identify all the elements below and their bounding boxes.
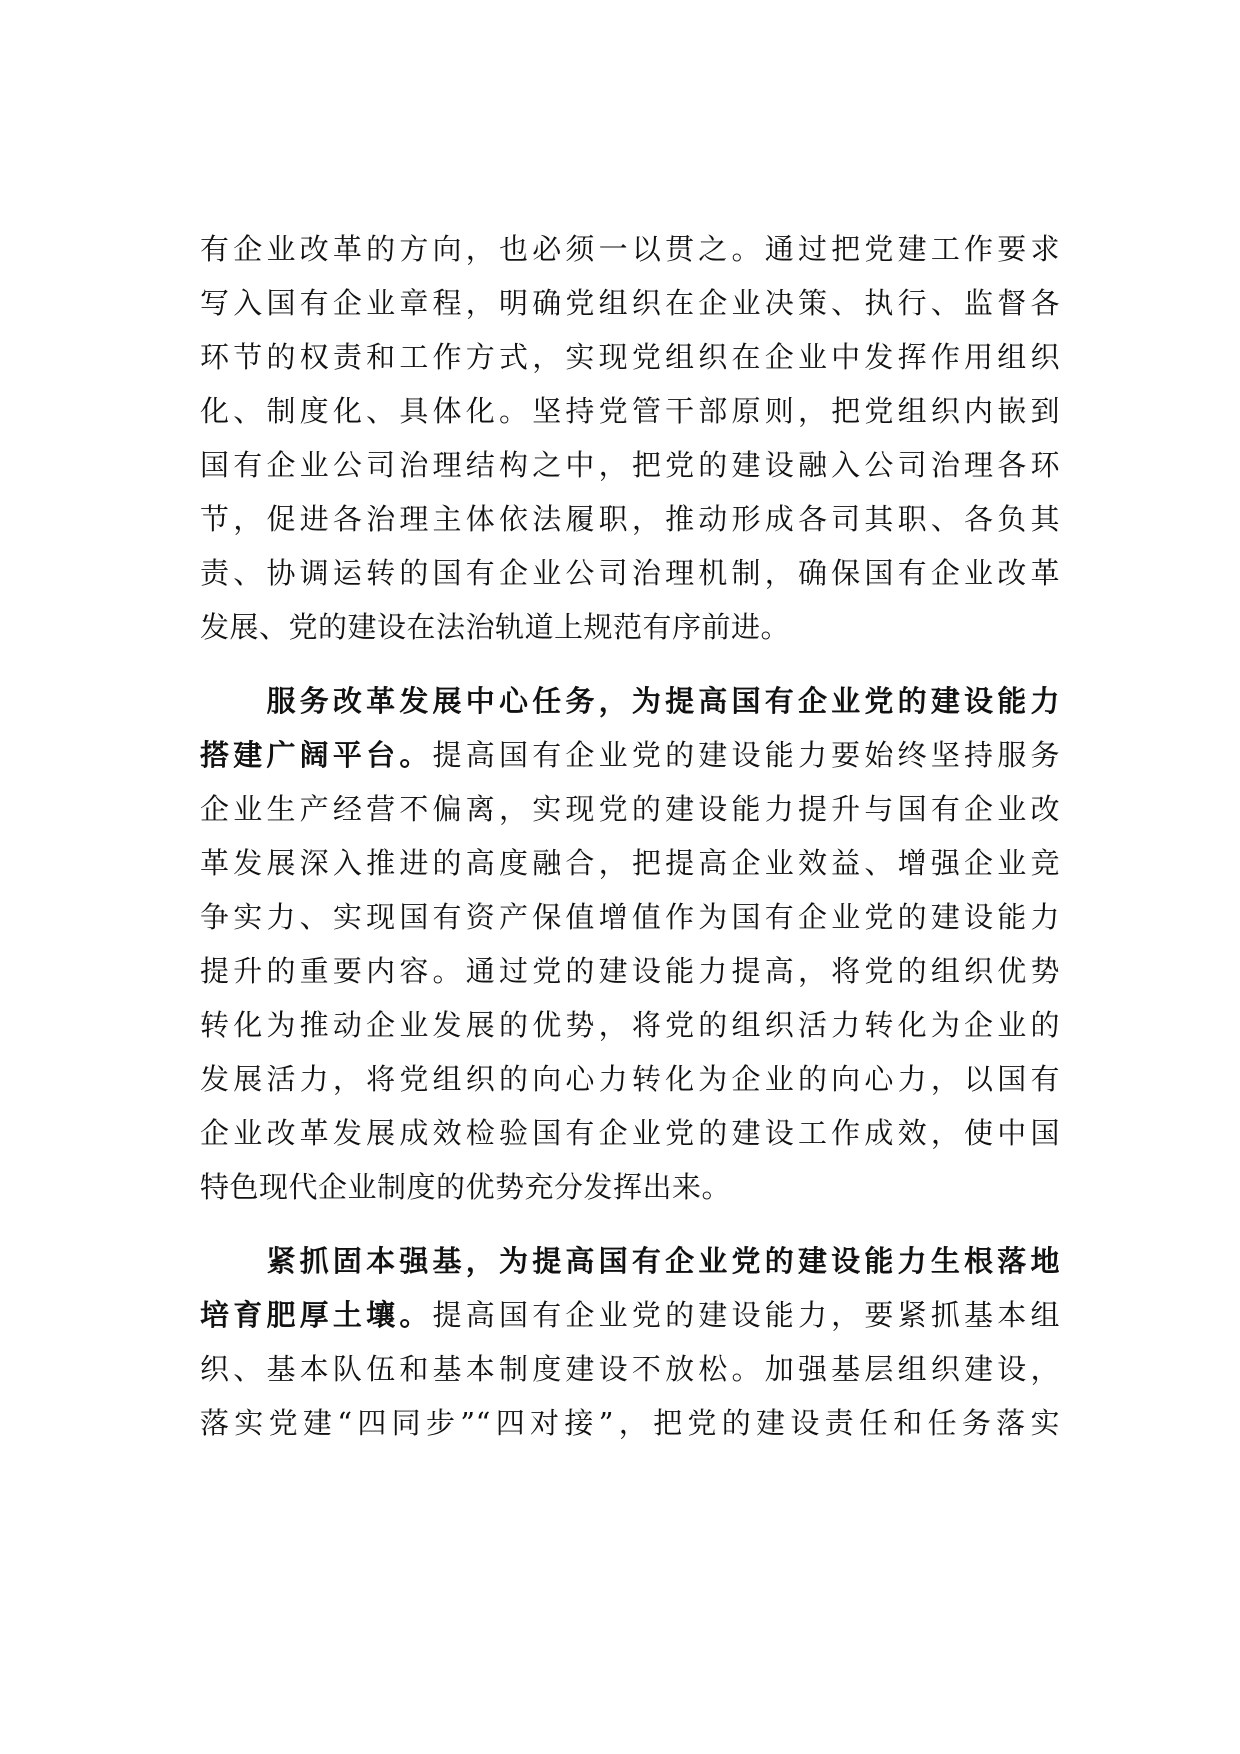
text-line: 责、协调运转的国有企业公司治理机制，确保国有企业改革: [200, 556, 1060, 590]
text-line: 企业改革发展成效检验国有企业党的建设工作成效，使中国: [200, 1116, 1060, 1150]
text-run: 提高国有企业党的建设能力，要紧抓基本组: [432, 1298, 1060, 1332]
paragraph-heading-end: 搭建广阔平台。: [200, 738, 433, 772]
text-line: 特色现代企业制度的优势充分发挥出来。: [200, 1170, 732, 1204]
paragraph-heading-end: 培育肥厚土壤。: [200, 1298, 433, 1332]
text-line: 织、基本队伍和基本制度建设不放松。加强基层组织建设，: [200, 1352, 1060, 1386]
text-line: 发展活力，将党组织的向心力转化为企业的向心力，以国有: [200, 1062, 1060, 1096]
text-line: 节，促进各治理主体依法履职，推动形成各司其职、各负其: [200, 502, 1060, 536]
text-line: 企业生产经营不偏离，实现党的建设能力提升与国有企业改: [200, 792, 1060, 826]
text-line: 转化为推动企业发展的优势，将党的组织活力转化为企业的: [200, 1008, 1060, 1042]
paragraph-spacer: [200, 1214, 1060, 1234]
text-run: 提高国有企业党的建设能力要始终坚持服务: [432, 738, 1060, 772]
text-line: 国有企业公司治理结构之中，把党的建设融入公司治理各环: [200, 448, 1060, 482]
paragraph-spacer: [200, 654, 1060, 674]
text-line: 争实力、实现国有资产保值增值作为国有企业党的建设能力: [200, 900, 1060, 934]
text-line: 落实党建“四同步”“四对接”，把党的建设责任和任务落实: [200, 1406, 1060, 1440]
text-line: 有企业改革的方向，也必须一以贯之。通过把党建工作要求: [200, 232, 1060, 266]
document-body: [200, 222, 1060, 1450]
text-line: 化、制度化、具体化。坚持党管干部原则，把党组织内嵌到: [200, 394, 1060, 428]
paragraph-heading: 服务改革发展中心任务，为提高国有企业党的建设能力: [200, 684, 1060, 718]
paragraph-1: [200, 222, 1060, 654]
paragraph-2: [200, 674, 1060, 1214]
text-line: [200, 1288, 1060, 1342]
text-line: 写入国有企业章程，明确党组织在企业决策、执行、监督各: [200, 286, 1060, 320]
text-line: 环节的权责和工作方式，实现党组织在企业中发挥作用组织: [200, 340, 1060, 374]
paragraph-heading: 紧抓固本强基，为提高国有企业党的建设能力生根落地: [200, 1244, 1060, 1278]
paragraph-3: [200, 1234, 1060, 1450]
text-line: 提升的重要内容。通过党的建设能力提高，将党的组织优势: [200, 954, 1060, 988]
text-line: 发展、党的建设在法治轨道上规范有序前进。: [200, 610, 791, 644]
text-line: [200, 728, 1060, 782]
text-line: 革发展深入推进的高度融合，把提高企业效益、增强企业竞: [200, 846, 1060, 880]
